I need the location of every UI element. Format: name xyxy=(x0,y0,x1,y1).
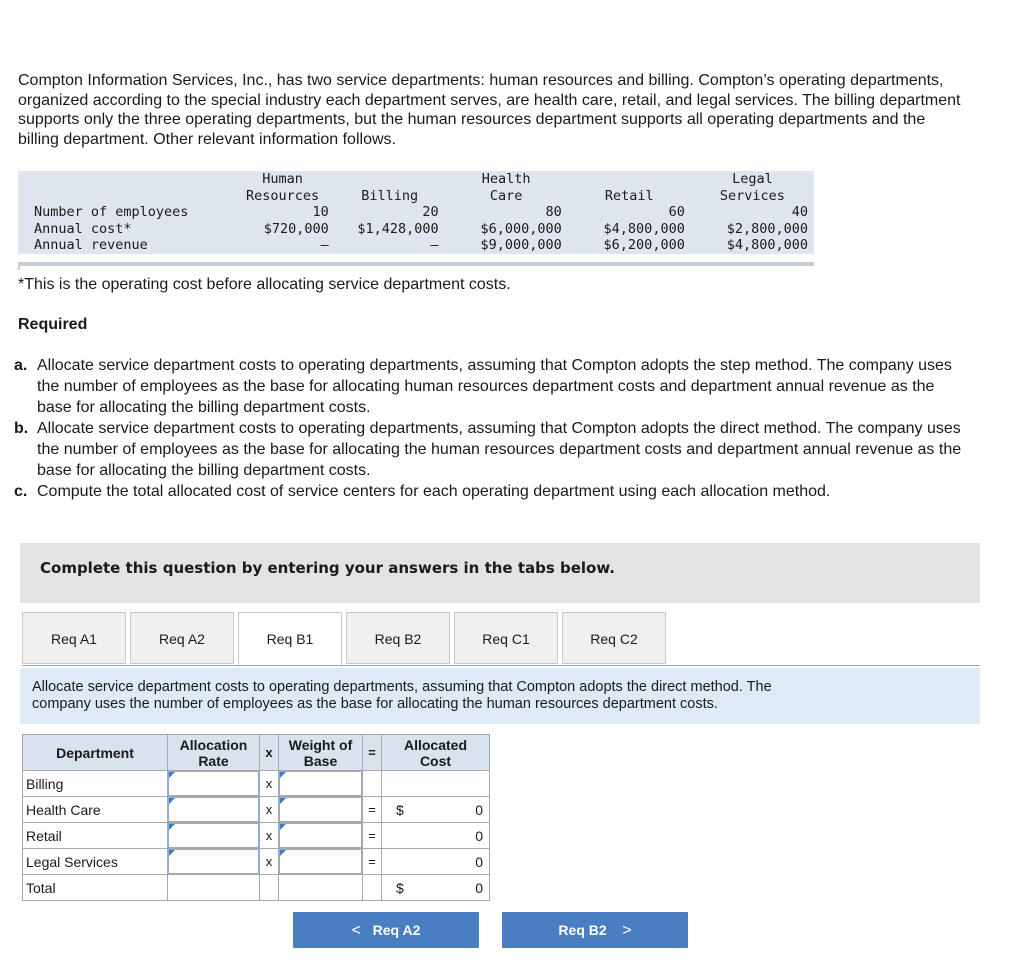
table-row-total xyxy=(23,875,490,901)
tab-req-b1[interactable]: Req B1 xyxy=(238,612,342,667)
chevron-right-icon: > xyxy=(622,922,632,939)
total-cost-value: 0 xyxy=(475,880,483,896)
table-cell: $2,800,000 xyxy=(726,220,808,237)
weight-input[interactable] xyxy=(279,771,363,797)
empty-cell xyxy=(279,875,363,901)
table-cell: 40 xyxy=(791,204,808,220)
table-cell: 10 xyxy=(312,204,329,220)
requirement-letter: a. xyxy=(14,357,28,374)
requirement-line: Allocate service department costs to operating departments, assuming that Compton adopts the step method. The company uses xyxy=(37,357,952,374)
department-data-table xyxy=(18,171,814,254)
table-divider xyxy=(18,262,814,266)
requirement-line: Allocate service department costs to operating departments, assuming that Compton adopts the direct method. The company uses xyxy=(37,420,961,437)
required-heading: Required xyxy=(18,316,88,333)
header-cell-human-resources-2: Resources xyxy=(245,187,320,204)
intro-line: organized according to the special industry each department serves, are health care, retail, and legal services. The billing department xyxy=(18,91,961,109)
equals-sign: = xyxy=(363,797,382,823)
table-cell: — xyxy=(430,237,439,253)
instruction-line: company uses the number of employees as the base for allocating the human resources department costs. xyxy=(32,696,718,712)
tab-req-a2[interactable]: Req A2 xyxy=(130,612,234,664)
requirement-letter: b. xyxy=(14,420,29,437)
tab-req-c1[interactable]: Req C1 xyxy=(454,612,558,664)
allocation-rate-input[interactable] xyxy=(168,823,260,849)
allocated-cost-cell xyxy=(382,849,490,875)
instructions-banner xyxy=(20,543,980,603)
allocation-rate-input[interactable] xyxy=(168,849,260,875)
currency-symbol: $ xyxy=(396,880,404,896)
header-cell-billing-2: Billing xyxy=(361,187,419,204)
table-cell: $6,200,000 xyxy=(603,237,685,253)
table-cell: — xyxy=(320,237,329,253)
requirement-b xyxy=(14,418,1024,481)
header-cell-health-care-2: Care xyxy=(489,187,523,204)
table-cell: 20 xyxy=(422,204,439,220)
next-tab-label: Req B2 xyxy=(558,922,607,938)
intro-paragraph xyxy=(18,71,1024,149)
tab-divider xyxy=(22,665,980,666)
department-name: Total xyxy=(23,875,168,901)
allocated-cost-cell xyxy=(382,797,490,823)
col-header-allocation-rate: Allocation Rate xyxy=(168,735,260,771)
table-cell: $9,000,000 xyxy=(480,237,562,253)
requirement-line: Compute the total allocated cost of service centers for each operating department using each allocation method. xyxy=(37,483,831,500)
header-cell-retail xyxy=(568,171,691,188)
table-cell: $720,000 xyxy=(263,220,329,237)
col-header-equals: = xyxy=(363,735,382,771)
department-name: Legal Services xyxy=(23,849,168,875)
table-cell: $4,800,000 xyxy=(603,220,685,237)
requirement-a xyxy=(14,355,1024,418)
prev-tab-label: Req A2 xyxy=(372,922,421,938)
table-row xyxy=(23,771,490,797)
empty-cell xyxy=(363,875,382,901)
equals-sign xyxy=(363,771,382,797)
header-cell-retail-2: Retail xyxy=(604,187,654,204)
table-divider xyxy=(18,262,20,270)
header-cell xyxy=(18,171,230,188)
col-header-department: Department xyxy=(23,735,168,771)
intro-line: supports only the three operating departments, but the human resources department supports all operating departments and the xyxy=(18,111,926,129)
weight-input[interactable] xyxy=(279,823,363,849)
times-sign: x xyxy=(260,771,279,797)
header-cell-health-care: Health xyxy=(481,171,531,187)
table-cell: $1,428,000 xyxy=(357,220,439,237)
row-label: Annual revenue xyxy=(34,237,148,253)
table-row xyxy=(23,797,490,823)
header-cell-legal-2: Services xyxy=(719,187,785,204)
chevron-left-icon: < xyxy=(351,922,361,939)
requirement-c xyxy=(14,481,1024,502)
empty-cell xyxy=(168,875,260,901)
weight-input[interactable] xyxy=(279,797,363,823)
allocated-cost-cell xyxy=(382,771,490,797)
col-header-times: x xyxy=(260,735,279,771)
allocated-cost-value: 0 xyxy=(475,854,483,870)
tab-req-b2[interactable]: Req B2 xyxy=(346,612,450,664)
instruction-line: Allocate service department costs to operating departments, assuming that Compton adopts the direct method. The xyxy=(32,679,772,695)
next-tab-button[interactable] xyxy=(502,912,688,948)
equals-sign: = xyxy=(363,849,382,875)
allocation-worksheet xyxy=(22,734,490,901)
weight-input[interactable] xyxy=(279,849,363,875)
allocated-cost-value: 0 xyxy=(475,802,483,818)
allocation-rate-input[interactable] xyxy=(168,771,260,797)
times-sign: x xyxy=(260,823,279,849)
requirement-line: the number of employees as the base for allocating the human resources department costs and department annual revenue as the xyxy=(37,441,962,458)
allocated-cost-value: 0 xyxy=(475,828,483,844)
instructions-banner-text: Complete this question by entering your answers in the tabs below. xyxy=(40,559,615,577)
header-cell-legal: Legal xyxy=(732,171,773,187)
prev-tab-button[interactable] xyxy=(293,912,479,948)
currency-symbol: $ xyxy=(396,802,404,818)
tab-req-c2[interactable]: Req C2 xyxy=(562,612,666,664)
table-row xyxy=(23,823,490,849)
department-name: Billing xyxy=(23,771,168,797)
equals-sign: = xyxy=(363,823,382,849)
intro-line: billing department. Other relevant information follows. xyxy=(18,130,396,148)
table-row xyxy=(23,849,490,875)
department-name: Health Care xyxy=(23,797,168,823)
requirement-letter: c. xyxy=(14,483,28,500)
allocation-rate-input[interactable] xyxy=(168,797,260,823)
tab-instruction xyxy=(20,668,980,724)
col-header-weight: Weight of Base xyxy=(279,735,363,771)
requirement-line: base for allocating the billing department costs. xyxy=(37,399,371,416)
allocated-cost-cell xyxy=(382,823,490,849)
table-cell: $4,800,000 xyxy=(726,237,808,253)
table-row xyxy=(18,237,814,254)
footnote: *This is the operating cost before allocating service department costs. xyxy=(18,276,511,293)
requirement-line: the number of employees as the base for allocating human resources department costs and department annual revenue as the xyxy=(37,378,935,395)
empty-cell xyxy=(260,875,279,901)
times-sign: x xyxy=(260,797,279,823)
total-cost-cell xyxy=(382,875,490,901)
table-cell: $6,000,000 xyxy=(480,220,562,237)
table-row xyxy=(18,221,814,238)
header-cell-human-resources: Human xyxy=(262,171,303,187)
row-label: Number of employees xyxy=(34,204,189,220)
col-header-allocated-cost: Allocated Cost xyxy=(382,735,490,771)
requirement-line: base for allocating the billing department costs. xyxy=(37,462,371,479)
header-cell xyxy=(18,188,230,205)
table-row xyxy=(18,204,814,221)
times-sign: x xyxy=(260,849,279,875)
table-cell: 60 xyxy=(668,204,685,220)
department-name: Retail xyxy=(23,823,168,849)
intro-line: Compton Information Services, Inc., has two service departments: human resources and billing. Compton’s operating departments, xyxy=(18,72,944,89)
table-cell: 80 xyxy=(545,204,562,220)
requirements-list xyxy=(14,355,1024,502)
row-label: Annual cost* xyxy=(34,220,132,237)
header-cell-billing xyxy=(335,171,445,188)
tab-req-a1[interactable]: Req A1 xyxy=(22,612,126,664)
